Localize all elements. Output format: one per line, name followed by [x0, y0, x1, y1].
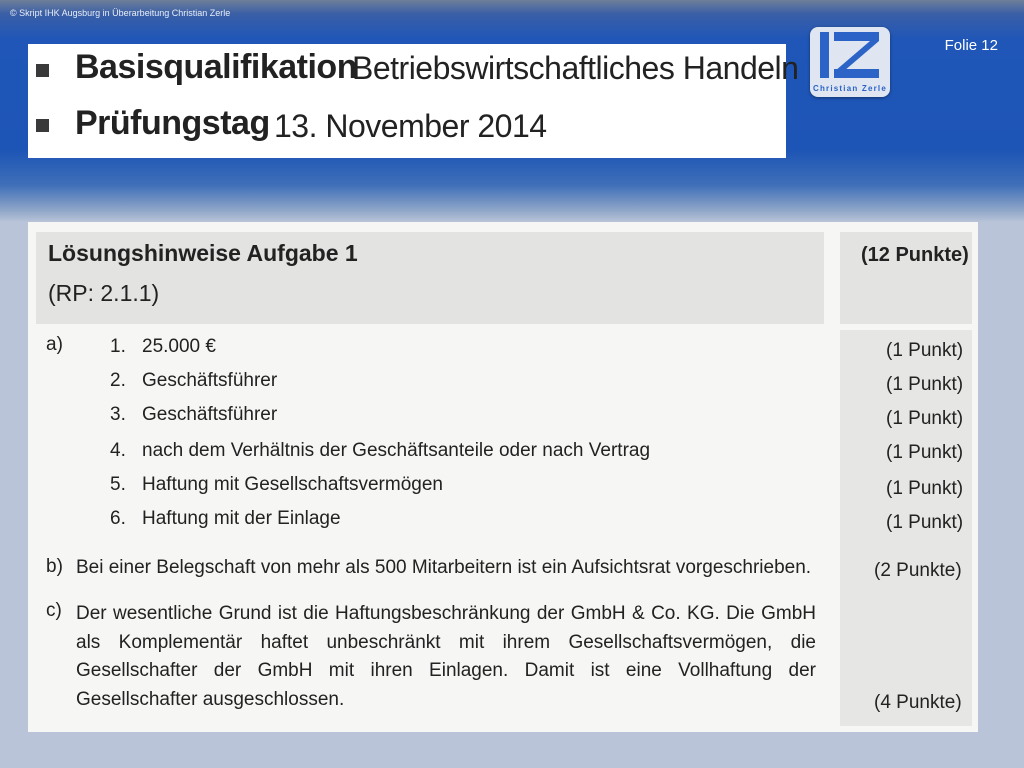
- header-subject: Betriebswirtschaftliches Handeln: [352, 50, 799, 86]
- list-item-points: (1 Punkt): [886, 374, 964, 395]
- list-item-number: 2.: [110, 370, 126, 391]
- total-points: (12 Punkte): [861, 244, 969, 266]
- exam-header-box: [28, 44, 799, 158]
- part-b-label: b): [46, 556, 63, 577]
- header-label-pruefungstag: Prüfungstag: [75, 104, 270, 142]
- logo-text: Christian Zerle: [812, 84, 888, 93]
- header-exam-date: 13. November 2014: [274, 108, 547, 144]
- list-item-text: Geschäftsführer: [142, 404, 278, 425]
- list-item-points: (1 Punkt): [886, 340, 964, 361]
- part-c-points: (4 Punkte): [874, 692, 962, 713]
- copyright-note: © Skript IHK Augsburg in Überarbeitung Christian Zerle: [10, 8, 231, 18]
- bullet-square-icon: [36, 64, 49, 77]
- slide-number: Folie 12: [944, 37, 998, 54]
- list-item-text: Haftung mit Gesellschaftsvermögen: [142, 474, 443, 495]
- header-label-basisqualifikation: Basisqualifikation: [75, 48, 357, 86]
- solution-reference: (RP: 2.1.1): [48, 280, 160, 306]
- part-c-text: Der wesentliche Grund ist die Haftungsbeschränkung der GmbH & Co. KG. Die GmbH als Komplementär haftet unbeschränkt mit ihrem Gesellschaftsvermögen, die Gesellschafter der GmbH mit ihren Einlagen. Damit ist eine Vollhaftung der Gesellschafter ausgeschlossen.: [76, 603, 816, 710]
- solution-document: [28, 222, 978, 732]
- part-b-points: (2 Punkte): [874, 560, 962, 581]
- christian-zerle-logo: [810, 27, 890, 97]
- list-item-points: (1 Punkt): [886, 478, 964, 499]
- part-a-label: a): [46, 334, 63, 355]
- list-item-points: (1 Punkt): [886, 512, 964, 533]
- list-item-number: 5.: [110, 474, 126, 495]
- list-item-text: Haftung mit der Einlage: [142, 508, 341, 529]
- list-item-number: 4.: [110, 440, 126, 461]
- list-item-text: Geschäftsführer: [142, 370, 278, 391]
- list-item-number: 3.: [110, 404, 126, 425]
- list-item-number: 6.: [110, 508, 126, 529]
- list-item-number: 1.: [110, 336, 126, 357]
- part-c-label: c): [46, 600, 62, 621]
- list-item-text: 25.000 €: [142, 336, 216, 357]
- list-item-points: (1 Punkt): [886, 408, 964, 429]
- list-item-text: nach dem Verhältnis der Geschäftsanteile oder nach Vertrag: [142, 440, 651, 461]
- part-b-text: Bei einer Belegschaft von mehr als 500 Mitarbeitern ist ein Aufsichtsrat vorgeschrieben.: [76, 557, 812, 578]
- solution-title: Lösungshinweise Aufgabe 1: [48, 240, 358, 266]
- list-item-points: (1 Punkt): [886, 442, 964, 463]
- bullet-square-icon: [36, 119, 49, 132]
